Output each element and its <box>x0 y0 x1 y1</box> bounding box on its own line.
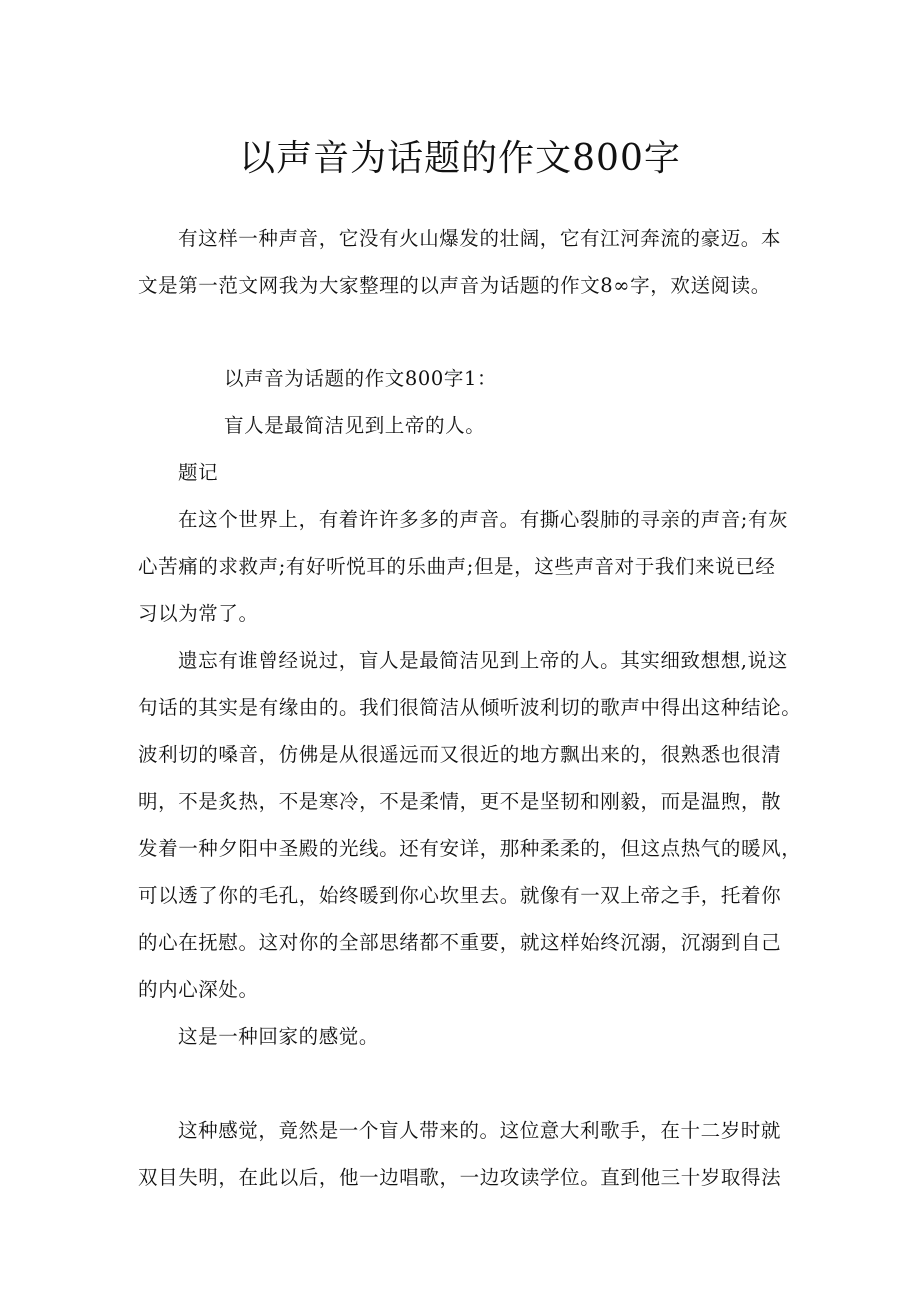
text-line: 句话的其实是有缘由的。我们很简洁从倾听波利切的歌声中得出这种结论。 <box>138 696 802 719</box>
text-line: 有这样一种声音，它没有火山爆发的壮阔，它有江河奔流的豪迈。本 <box>178 227 782 250</box>
paragraph-4 <box>138 1107 788 1201</box>
text-line: 明，不是炙热，不是寒冷，不是柔情，更不是坚韧和刚毅，而是温煦，散 <box>138 790 782 813</box>
text-line: 发着一种夕阳中圣殿的光线。还有安详，那种柔柔的，但这点热气的暖风， <box>138 837 802 860</box>
section-heading-block <box>138 355 788 496</box>
text-line: 这是一种回家的感觉。 <box>178 1025 380 1048</box>
text-line: 波利切的嗓音，仿佛是从很遥远而又很近的地方飘出来的，很熟悉也很清 <box>138 743 782 766</box>
paragraph-3 <box>138 1013 788 1060</box>
text-line: 心苦痛的求救声;有好听悦耳的乐曲声;但是，这些声音对于我们来说已经 <box>138 555 776 578</box>
text-line: 习以为常了。 <box>138 602 259 625</box>
document-title: 以声音为话题的作文800字 <box>239 138 681 179</box>
subtitle-line: 盲人是最简洁见到上帝的人。 <box>224 414 486 437</box>
paragraph-2 <box>138 637 802 1013</box>
paragraph-1 <box>138 496 788 637</box>
text-line: 的内心深处。 <box>138 978 259 1001</box>
text-line: 的心在抚慰。这对你的全部思绪都不重要，就这样始终沉溺，沉溺到自己 <box>138 931 782 954</box>
intro-paragraph <box>138 215 788 309</box>
text-line: 在这个世界上，有着许许多多的声音。有撕心裂肺的寻亲的声音;有灰 <box>178 508 789 531</box>
text-line: 这种感觉，竟然是一个盲人带来的。这位意大利歌手，在十二岁时就 <box>178 1119 782 1142</box>
note-label: 题记 <box>178 461 219 484</box>
section-heading: 以声音为话题的作文800字1： <box>224 367 498 390</box>
text-line: 双目失明，在此以后，他一边唱歌，一边攻读学位。直到他三十岁取得法 <box>138 1166 782 1189</box>
text-line: 可以透了你的毛孔，始终暖到你心坎里去。就像有一双上帝之手，托着你 <box>138 884 782 907</box>
text-line: 文是第一范文网我为大家整理的以声音为话题的作文8∞字，欢送阅读。 <box>138 274 771 297</box>
text-line: 遗忘有谁曾经说过，盲人是最简洁见到上帝的人。其实细致想想,说这 <box>178 649 788 672</box>
